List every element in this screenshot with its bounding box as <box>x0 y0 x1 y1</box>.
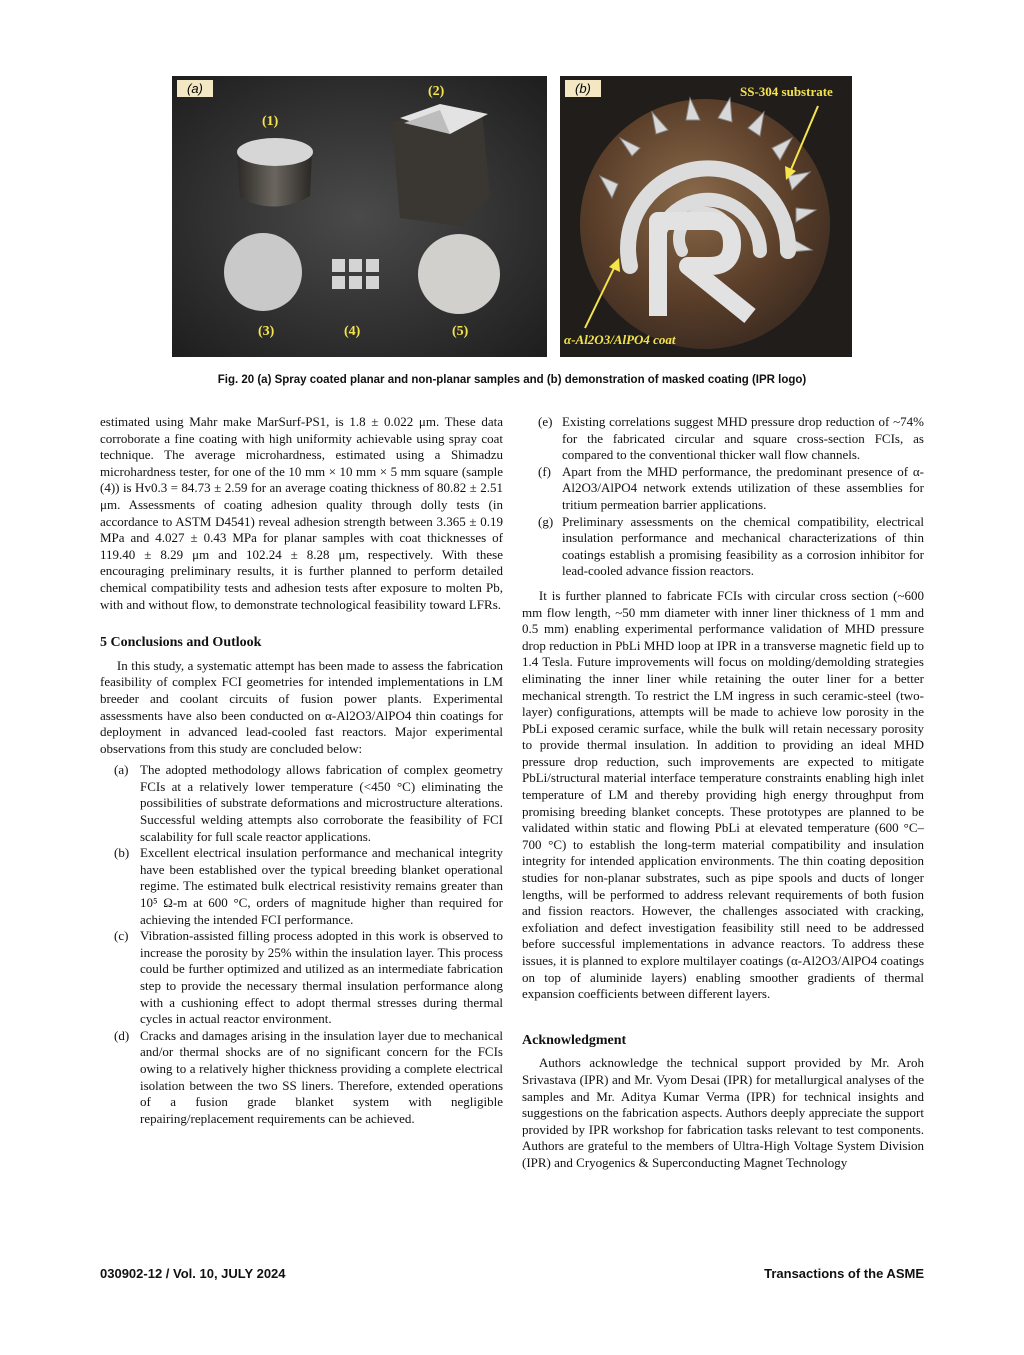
outlook-paragraph: It is further planned to fabricate FCIs with circular cross section (~600 mm flow length, ~50 mm diameter with inner liner thickness of 1 mm and 0.5 mm) enabling experimental performance validation of MHD pressure drop reduction in PbLi MHD loop at IPR in a transverse magnetic field up to 1.4 Tesla. Future improvements will focus on molding/demolding strategies eliminating the inner liner while retaining the outer liner for a better mechanical strength. To restrict the LM ingress in such ceramic-steel (two-layer) configurations, attempts will be made to achieve low porosity in the PbLi exposed ceramic surface, while the bulk will retain necessary porosity to provide thermal insulation. In addition to providing an ideal MHD pressure drop reduction, such improvements are expected to mitigate PbLi/structural material interface temperature constraints enabling high inlet temperature of LM and thereby providing high energy throughput from promising breeding blanket concepts. These prototypes are planned to be validated within static and flowing PbLi at elevated temperature (600 °C–700 °C) to establish the long-term material compatibility and insulation integrity for intended application environments. The thin coating deposition studies for non-planar substrates, such as pipe spools and ducts of longer lengths, will be performed to address relevant requirements of both fusion and fission reactors. However, the challenges associated with cracking, exfoliation and defect investigation feasibility still need to be addressed before successful implementations in advance reactors. To address these issues, it is planned to explore multilayer coatings (α-Al2O3/AlPO4 coatings on top of aluminide layers) enabling smoother gradients of thermal expansion coefficients between different layers. <box>522 587 924 1002</box>
list-item-label: (g) <box>538 513 554 529</box>
sample-5-disk <box>418 234 500 314</box>
list-item-text: The adopted methodology allows fabrication of complex geometry FCIs at a relatively lower temperature (<450 °C) eliminating the possibilities of substrate deformations and microstructure alterations. Successful welding attempts also corroborate the feasibility of FCI scalability for full scale reactor applications. <box>140 762 503 844</box>
right-column <box>522 414 924 1172</box>
sample-label-1: (1) <box>262 114 279 129</box>
figure-20 <box>172 76 852 357</box>
footer-page-info: 030902-12 / Vol. 10, JULY 2024 <box>100 1266 286 1281</box>
footer-journal: Transactions of the ASME <box>764 1266 924 1281</box>
list-item <box>522 514 924 580</box>
masked-coating-photo <box>560 76 852 357</box>
list-item <box>100 928 503 1028</box>
conclusions-list <box>100 762 503 1127</box>
list-item-label: (c) <box>114 928 129 944</box>
list-item-text: Apart from the MHD performance, the predominant presence of α-Al2O3/AlPO4 network extends utilization of these assemblies for tritium permeation barrier applications. <box>562 463 924 512</box>
conclusions-list-continued <box>522 414 924 580</box>
list-item-label: (d) <box>114 1027 130 1043</box>
list-item <box>522 464 924 514</box>
list-item-text: Preliminary assessments on the chemical compatibility, electrical insulation performance and mechanical characterizations of thin coatings establish a promising feasibility as a corrosion inhibitor for lead-cooled advance fission reactors. <box>562 513 924 579</box>
left-column <box>100 414 503 1127</box>
coat-label: α-Al2O3/AlPO4 coat <box>564 332 676 347</box>
list-item <box>100 1028 503 1128</box>
figure-panel-b <box>560 76 852 357</box>
list-item-label: (a) <box>114 762 129 778</box>
list-item <box>522 414 924 464</box>
list-item-label: (e) <box>538 414 553 429</box>
list-item-text: Excellent electrical insulation performance and mechanical integrity have been established over the typical breeding blanket operational regime. The estimated bulk electrical resistivity remains greater than 10⁵ Ω-m at 600 °C, orders of magnitude higher than required for achieving the intended FCI performance. <box>140 845 503 927</box>
sample-3-disk <box>224 233 302 311</box>
sample-1-ring-inner <box>237 138 313 166</box>
sample-label-3: (3) <box>258 324 275 339</box>
intro-paragraph: estimated using Mahr make MarSurf-PS1, is 1.8 ± 0.022 μm. These data corroborate a fine coating with high uniformity achievable using spray coat technique. The average microhardness, estimated using a Shimadzu microhardness tester, for one of the 10 mm × 10 mm × 5 mm square (sample (4)) is Hv0.3 = 84.73 ± 2.59 for an average coating thickness of 80.82 ± 2.51 μm. Assessments of coating adhesion quality through dolly tests (in accordance to ASTM D4541) reveal adhesion strength between 3.365 ± 0.19 MPa and 4.027 ± 0.43 MPa for planar samples with coat thicknesses of 119.40 ± 8.29 μm and 102.24 ± 8.28 μm, respectively. With these encouraging preliminary results, it is further planned to perform detailed chemical compatibility tests and adhesion tests after exposure to molten Pb, with and without flow, to demonstrate technological feasibility toward LFRs. <box>100 414 503 612</box>
list-item-label: (f) <box>538 463 551 479</box>
list-item <box>100 845 503 928</box>
figure-panel-a <box>172 76 547 357</box>
list-item-text: Cracks and damages arising in the insulation layer due to mechanical and/or thermal shocks are of no significant concern for the FCIs owing to a relatively higher thickness providing a complete electrical isolation between the two SS liners. Therefore, extended operations of a fusion grade blanket system with negligible repairing/replacement requirements can be achieved. <box>140 1027 503 1126</box>
list-item <box>100 762 503 845</box>
sample-label-5: (5) <box>452 324 469 339</box>
section-heading: 5 Conclusions and Outlook <box>100 635 262 651</box>
samples-photo <box>172 76 547 357</box>
section-intro: In this study, a systematic attempt has been made to assess the fabrication feasibility of complex FCI geometries for intended implementations in LM breeder and coolant circuits of fusion power plants. Experimental assessments have also been conducted on α-Al2O3/AlPO4 thin coatings for deployment in advanced lead-cooled fast reactors. Major experimental observations from this study are concluded below: <box>100 657 503 756</box>
list-item-text: Existing correlations suggest MHD pressure drop reduction of ~74% for the fabricated circular and square cross-section FCIs, as compared to the conventional thicker wall flow channels. <box>562 414 924 463</box>
list-item-text: Vibration-assisted filling process adopted in this work is observed to increase the porosity by 25% within the insulation layer. This process could be further optimized and utilized as an intermediate fabrication step to provide the necessary thermal insulation performance along with a cushioning effect to adopt thermal stresses during thermal cycles in actual reactor environment. <box>140 928 503 1027</box>
substrate-label: SS-304 substrate <box>740 84 833 99</box>
acknowledgment-heading: Acknowledgment <box>522 1032 627 1048</box>
panel-b-label: (b) <box>565 80 601 97</box>
sample-label-2: (2) <box>428 84 445 99</box>
sample-label-4: (4) <box>344 324 361 339</box>
list-item-label: (b) <box>114 845 130 861</box>
figure-caption: Fig. 20 (a) Spray coated planar and non-planar samples and (b) demonstration of masked coating (IPR logo) <box>217 374 807 386</box>
acknowledgment-text: Authors acknowledge the technical support provided by Mr. Aroh Srivastava (IPR) and Mr. Vyom Desai (IPR) for metallurgical analyses of the samples and Mr. Aditya Kumar Verma (IPR) for technical insights and suggestions on the fabrication aspects. Authors deeply appreciate the support provided by IPR workshop for fabrication tasks relevant to test components. Authors are grateful to the members of Ultra-High Voltage System Division (IPR) and Cryogenics & Superconducting Magnet Technology <box>522 1055 924 1170</box>
footer-left <box>100 1266 286 1281</box>
panel-a-label: (a) <box>177 80 213 97</box>
